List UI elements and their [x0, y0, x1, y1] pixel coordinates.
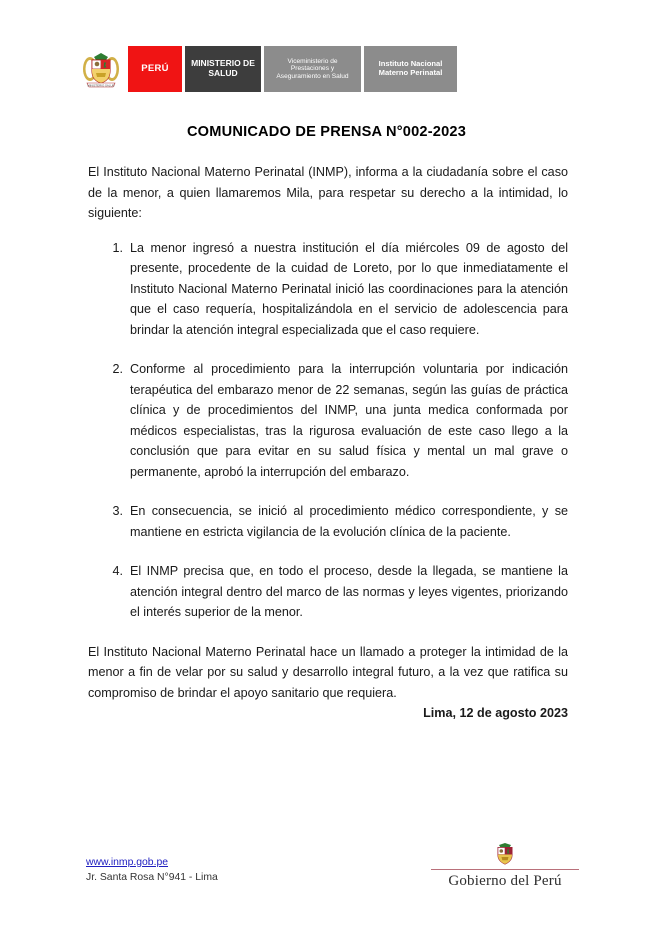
peru-coat-of-arms-icon — [78, 46, 124, 92]
postal-address: Jr. Santa Rosa N°941 - Lima — [86, 872, 218, 883]
list-item: El INMP precisa que, en todo el proceso, desde la llegada, se mantiene la atención integral dentro del marco de las normas y leyes vigentes, priorizando el interés superior de la menor. — [130, 564, 568, 619]
header-block-peru — [128, 46, 182, 92]
institutional-header — [78, 46, 457, 92]
header-block-viceministerio — [264, 46, 361, 92]
footer-contact-info — [86, 855, 218, 885]
list-item: La menor ingresó a nuestra institución el día miércoles 09 de agosto del presente, procedente de la cuidad de Loreto, por lo que inmediatamente el Instituto Nacional Materno Perinatal inició las coordinaciones para la atención que el caso requería, hospitalizándola en el servicio de adolescencia para brindar la atención integral especializada que el caso requiere. — [130, 240, 568, 337]
divider — [431, 869, 579, 870]
numbered-statement-list — [88, 238, 568, 623]
escudo-nacional-icon — [425, 843, 585, 867]
document-body — [88, 162, 568, 703]
list-item: En consecuencia, se inició al procedimiento médico correspondiente, y se mantiene en estricta vigilancia de la evolución clínica de la paciente. — [130, 504, 568, 539]
header-block-instituto-nacional-materno-perinatal — [364, 46, 457, 92]
svg-text:MINISTERIO SALUD: MINISTERIO SALUD — [87, 83, 115, 88]
list-item: Conforme al procedimiento para la interrupción voluntaria por indicación terapéutica del embarazo menor de 22 semanas, según las guías de práctica clínica y de procedimientos del INMP, una junta medica conformada por médicos especialistas, tras la rigurosa evaluación de este caso llego a la conclusión que para evitar en su salud física y mental un mal grave o permanente, aprobó la interrupción del embarazo. — [130, 362, 568, 479]
gobierno-del-peru-logo — [425, 843, 585, 890]
header-block-viceministerio-label: Viceministerio de Prestaciones y Aseguramiento en Salud — [276, 57, 349, 80]
dateline: Lima, 12 de agosto 2023 — [423, 706, 568, 720]
page-title: COMUNICADO DE PRENSA N°002-2023 — [186, 124, 467, 140]
header-block-ministerio-de-salud — [185, 46, 261, 92]
header-block-inmp-label: Instituto Nacional Materno Perinatal — [378, 59, 443, 77]
website-link[interactable]: www.inmp.gob.pe — [86, 857, 169, 868]
closing-paragraph: El Instituto Nacional Materno Perinatal hace un llamado a proteger la intimidad de la menor a fin de velar por su salud y desarrollo integral futuro, a la vez que ratifica su compromiso de brindar el apoyo sanitario que requiera. — [88, 644, 568, 700]
intro-paragraph: El Instituto Nacional Materno Perinatal (INMP), informa a la ciudadanía sobre el caso de la menor, a quien llamaremos Mila, para respetar su derecho a la intimidad, lo siguiente: — [88, 165, 568, 220]
header-block-ministerio-label: MINISTERIO DE SALUD — [191, 58, 255, 78]
header-block-peru-label: PERÚ — [141, 62, 169, 74]
government-label: Gobierno del Perú — [448, 873, 562, 889]
